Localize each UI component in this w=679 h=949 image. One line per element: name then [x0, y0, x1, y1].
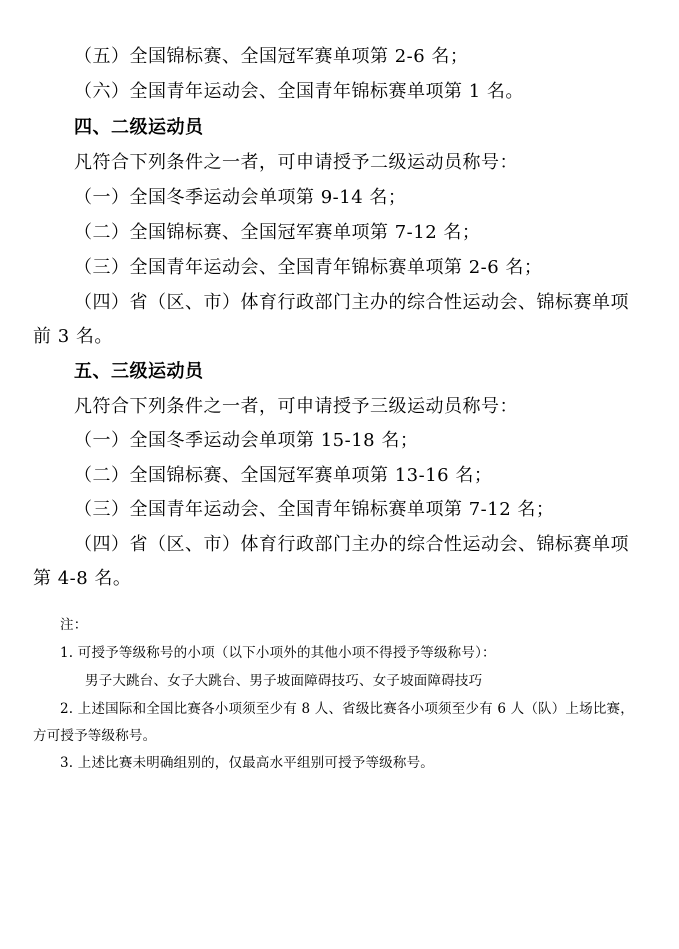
note-2-continuation: 方可授予等级称号。: [33, 728, 157, 744]
note-1-detail: 男子大跳台、女子大跳台、男子坡面障碍技巧、女子坡面障碍技巧: [85, 673, 483, 689]
section4-intro: 凡符合下列条件之一者，可申请授予二级运动员称号：: [74, 152, 518, 173]
notes-title: 注：: [60, 617, 88, 633]
section5-item-4-continuation: 第 4-8 名。: [33, 568, 132, 589]
section5-item-2: （二）全国锦标赛、全国冠军赛单项第 13-16 名；: [74, 465, 493, 486]
section5-item-3: （三）全国青年运动会、全国青年锦标赛单项第 7-12 名；: [74, 499, 555, 520]
note-2: 2. 上述国际和全国比赛各小项须至少有 8 人、省级比赛各小项须至少有 6 人（队）上场比赛，: [60, 701, 634, 717]
section5-heading: 五、三级运动员: [74, 361, 204, 382]
section4-item-3: （三）全国青年运动会、全国青年锦标赛单项第 2-6 名；: [74, 257, 543, 278]
section4-item-4-continuation: 前 3 名。: [33, 326, 113, 347]
note-1: 1. 可授予等级称号的小项（以下小项外的其他小项不得授予等级称号）：: [60, 645, 496, 661]
section5-intro: 凡符合下列条件之一者，可申请授予三级运动员称号：: [74, 396, 518, 417]
section5-item-4: （四）省（区、市）体育行政部门主办的综合性运动会、锦标赛单项: [74, 534, 629, 555]
note-3: 3. 上述比赛未明确组别的，仅最高水平组别可授予等级称号。: [60, 755, 434, 771]
section4-item-1: （一）全国冬季运动会单项第 9-14 名；: [74, 187, 407, 208]
section3-item-5: （五）全国锦标赛、全国冠军赛单项第 2-6 名；: [74, 46, 469, 67]
section4-item-2: （二）全国锦标赛、全国冠军赛单项第 7-12 名；: [74, 222, 481, 243]
section5-item-1: （一）全国冬季运动会单项第 15-18 名；: [74, 430, 419, 451]
section4-item-4: （四）省（区、市）体育行政部门主办的综合性运动会、锦标赛单项: [74, 292, 629, 313]
section3-item-6: （六）全国青年运动会、全国青年锦标赛单项第 1 名。: [74, 81, 524, 102]
section4-heading: 四、二级运动员: [74, 117, 204, 138]
